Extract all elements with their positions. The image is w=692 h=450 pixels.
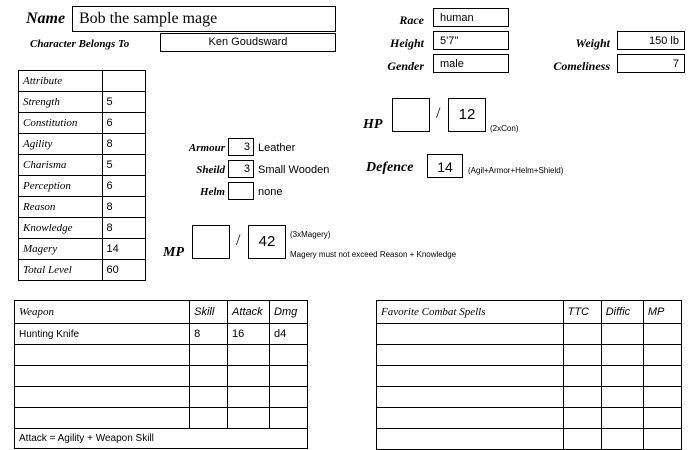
- spell-mp[interactable]: [643, 387, 681, 408]
- weapon-dmg[interactable]: d4: [270, 324, 308, 345]
- height-label: Height: [389, 36, 424, 50]
- spell-header-row: [377, 301, 682, 324]
- weapon-header-row: [15, 301, 308, 324]
- spell-col-ttc: TTC: [563, 301, 601, 324]
- total-level-row: [19, 260, 146, 281]
- weapon-dmg[interactable]: [270, 408, 308, 429]
- defence-value: 14: [437, 159, 453, 175]
- attribute-name: Charisma: [19, 155, 103, 176]
- attribute-name: Perception: [19, 176, 103, 197]
- armour-label: Armour: [188, 142, 225, 154]
- weapon-dmg[interactable]: [270, 366, 308, 387]
- table-row: [377, 324, 682, 345]
- attribute-value[interactable]: 8: [102, 197, 145, 218]
- weapon-title: Weapon: [15, 301, 190, 324]
- name-field[interactable]: [72, 6, 336, 32]
- table-row: [377, 387, 682, 408]
- table-row: [19, 92, 146, 113]
- total-level-label: Total Level: [19, 260, 103, 281]
- weight-value: 150 lb: [649, 35, 679, 47]
- gender-label: Gender: [387, 59, 424, 73]
- table-row: [377, 345, 682, 366]
- weapon-col-skill: Skill: [190, 301, 228, 324]
- comeliness-value: 7: [672, 58, 679, 70]
- weapon-col-dmg: Dmg: [270, 301, 308, 324]
- weapon-footer-row: [15, 429, 308, 449]
- spell-col-mp: MP: [643, 301, 681, 324]
- table-row: [377, 366, 682, 387]
- weight-field[interactable]: [617, 31, 685, 50]
- weapon-attack[interactable]: 16: [228, 324, 270, 345]
- weapon-col-attack: Attack: [228, 301, 270, 324]
- hp-slash: /: [436, 105, 441, 122]
- spell-ttc[interactable]: [563, 324, 601, 345]
- hp-label: HP: [363, 117, 383, 132]
- shield-type: Small Wooden: [258, 164, 330, 176]
- table-row: [15, 387, 308, 408]
- spell-name[interactable]: [377, 387, 564, 408]
- attribute-header-row: [19, 71, 146, 92]
- weapon-skill[interactable]: [190, 387, 228, 408]
- helm-label: Helm: [199, 186, 225, 198]
- helm-value-field[interactable]: [228, 182, 254, 200]
- weapon-dmg[interactable]: [270, 345, 308, 366]
- spell-ttc[interactable]: [563, 366, 601, 387]
- attribute-value[interactable]: 6: [102, 113, 145, 134]
- spell-mp[interactable]: [643, 345, 681, 366]
- mp-max-field[interactable]: [248, 225, 286, 259]
- weapon-name[interactable]: [15, 366, 190, 387]
- spell-name[interactable]: [377, 408, 564, 429]
- spell-mp[interactable]: [643, 366, 681, 387]
- weapon-footer: Attack = Agility + Weapon Skill: [15, 429, 308, 449]
- mp-slash: /: [236, 232, 241, 249]
- weapon-attack[interactable]: [228, 345, 270, 366]
- table-row: [15, 408, 308, 429]
- spell-diffic[interactable]: [601, 324, 643, 345]
- attribute-value[interactable]: 14: [102, 239, 145, 260]
- spell-diffic[interactable]: [601, 345, 643, 366]
- gender-field[interactable]: [433, 54, 509, 73]
- table-row: [15, 324, 308, 345]
- spell-name[interactable]: [377, 429, 564, 450]
- armour-value: 3: [243, 141, 250, 153]
- attribute-value[interactable]: 5: [102, 155, 145, 176]
- attribute-name: Strength: [19, 92, 103, 113]
- name-value: Bob the sample mage: [79, 10, 218, 27]
- armour-value-field[interactable]: [228, 138, 254, 156]
- table-row: [15, 366, 308, 387]
- belongs-to-value: Ken Goudsward: [208, 36, 288, 48]
- spell-diffic[interactable]: [601, 429, 643, 450]
- defence-note: (Agil+Armor+Helm+Shield): [468, 166, 564, 175]
- weapon-skill[interactable]: [190, 408, 228, 429]
- attribute-value[interactable]: 5: [102, 92, 145, 113]
- spell-name[interactable]: [377, 345, 564, 366]
- hp-max-field[interactable]: [448, 98, 486, 132]
- defence-field[interactable]: [427, 154, 463, 178]
- weapon-skill[interactable]: [190, 366, 228, 387]
- attribute-header: Attribute: [19, 71, 103, 92]
- belongs-to-field[interactable]: [160, 33, 336, 52]
- shield-label: Sheild: [196, 164, 225, 176]
- name-label: Name: [26, 10, 66, 27]
- armour-type: Leather: [258, 142, 296, 154]
- table-row: [19, 218, 146, 239]
- weapon-name[interactable]: [15, 387, 190, 408]
- table-row: [19, 113, 146, 134]
- spell-mp[interactable]: [643, 324, 681, 345]
- attribute-name: Constitution: [19, 113, 103, 134]
- mp-current-field[interactable]: [192, 225, 230, 259]
- spell-mp[interactable]: [643, 429, 681, 450]
- defence-label: Defence: [366, 160, 414, 175]
- attribute-name: Knowledge: [19, 218, 103, 239]
- weapon-skill[interactable]: 8: [190, 324, 228, 345]
- mp-max-value: 42: [258, 233, 276, 250]
- attribute-name: Reason: [19, 197, 103, 218]
- spell-diffic[interactable]: [601, 387, 643, 408]
- attribute-name: Agility: [19, 134, 103, 155]
- race-value: human: [440, 12, 474, 24]
- table-row: [19, 155, 146, 176]
- mp-note: (3xMagery): [290, 230, 331, 239]
- spell-ttc[interactable]: [563, 408, 601, 429]
- weapon-attack[interactable]: [228, 408, 270, 429]
- comeliness-field[interactable]: [617, 54, 685, 73]
- attribute-table: [18, 70, 146, 281]
- weapon-attack[interactable]: [228, 387, 270, 408]
- table-row: [19, 239, 146, 260]
- weapon-dmg[interactable]: [270, 387, 308, 408]
- belongs-to-label: Character Belongs To: [30, 38, 130, 50]
- weapon-name[interactable]: [15, 345, 190, 366]
- weapon-skill[interactable]: [190, 345, 228, 366]
- attribute-value[interactable]: 6: [102, 176, 145, 197]
- spell-name[interactable]: [377, 366, 564, 387]
- total-level-value: 60: [102, 260, 145, 281]
- weapon-name[interactable]: Hunting Knife: [15, 324, 190, 345]
- height-field[interactable]: [433, 31, 509, 50]
- spell-col-diffic: Diffic: [601, 301, 643, 324]
- spell-ttc[interactable]: [563, 387, 601, 408]
- helm-value: [229, 183, 253, 185]
- spell-ttc[interactable]: [563, 345, 601, 366]
- shield-value-field[interactable]: [228, 160, 254, 178]
- weapon-attack[interactable]: [228, 366, 270, 387]
- table-row: [19, 176, 146, 197]
- gender-value: male: [440, 58, 464, 70]
- table-row: [377, 408, 682, 429]
- table-row: [15, 345, 308, 366]
- height-value: 5'7": [440, 35, 459, 47]
- table-row: [19, 197, 146, 218]
- table-row: [377, 429, 682, 450]
- spell-diffic[interactable]: [601, 408, 643, 429]
- race-field[interactable]: [433, 8, 509, 27]
- attribute-value[interactable]: 8: [102, 218, 145, 239]
- weapon-name[interactable]: [15, 408, 190, 429]
- spell-name[interactable]: [377, 324, 564, 345]
- weight-label: Weight: [575, 36, 610, 50]
- mp-label: MP: [163, 245, 184, 260]
- spell-diffic[interactable]: [601, 366, 643, 387]
- spell-table: [376, 300, 682, 450]
- hp-note: (2xCon): [490, 124, 519, 133]
- table-row: [19, 134, 146, 155]
- spell-mp[interactable]: [643, 408, 681, 429]
- magery-warning: Magery must not exceed Reason + Knowledge: [290, 250, 457, 259]
- comeliness-label: Comeliness: [553, 59, 610, 73]
- hp-current-value: [393, 99, 429, 107]
- mp-current-value: [193, 226, 229, 234]
- attribute-value[interactable]: 8: [102, 134, 145, 155]
- hp-current-field[interactable]: [392, 98, 430, 132]
- attribute-header-value: [102, 71, 145, 92]
- attribute-name: Magery: [19, 239, 103, 260]
- shield-value: 3: [243, 163, 250, 175]
- race-label: Race: [399, 13, 424, 27]
- weapon-table: [14, 300, 308, 449]
- helm-type: none: [258, 186, 283, 198]
- spell-title: Favorite Combat Spells: [377, 301, 564, 324]
- hp-max-value: 12: [458, 106, 476, 123]
- spell-ttc[interactable]: [563, 429, 601, 450]
